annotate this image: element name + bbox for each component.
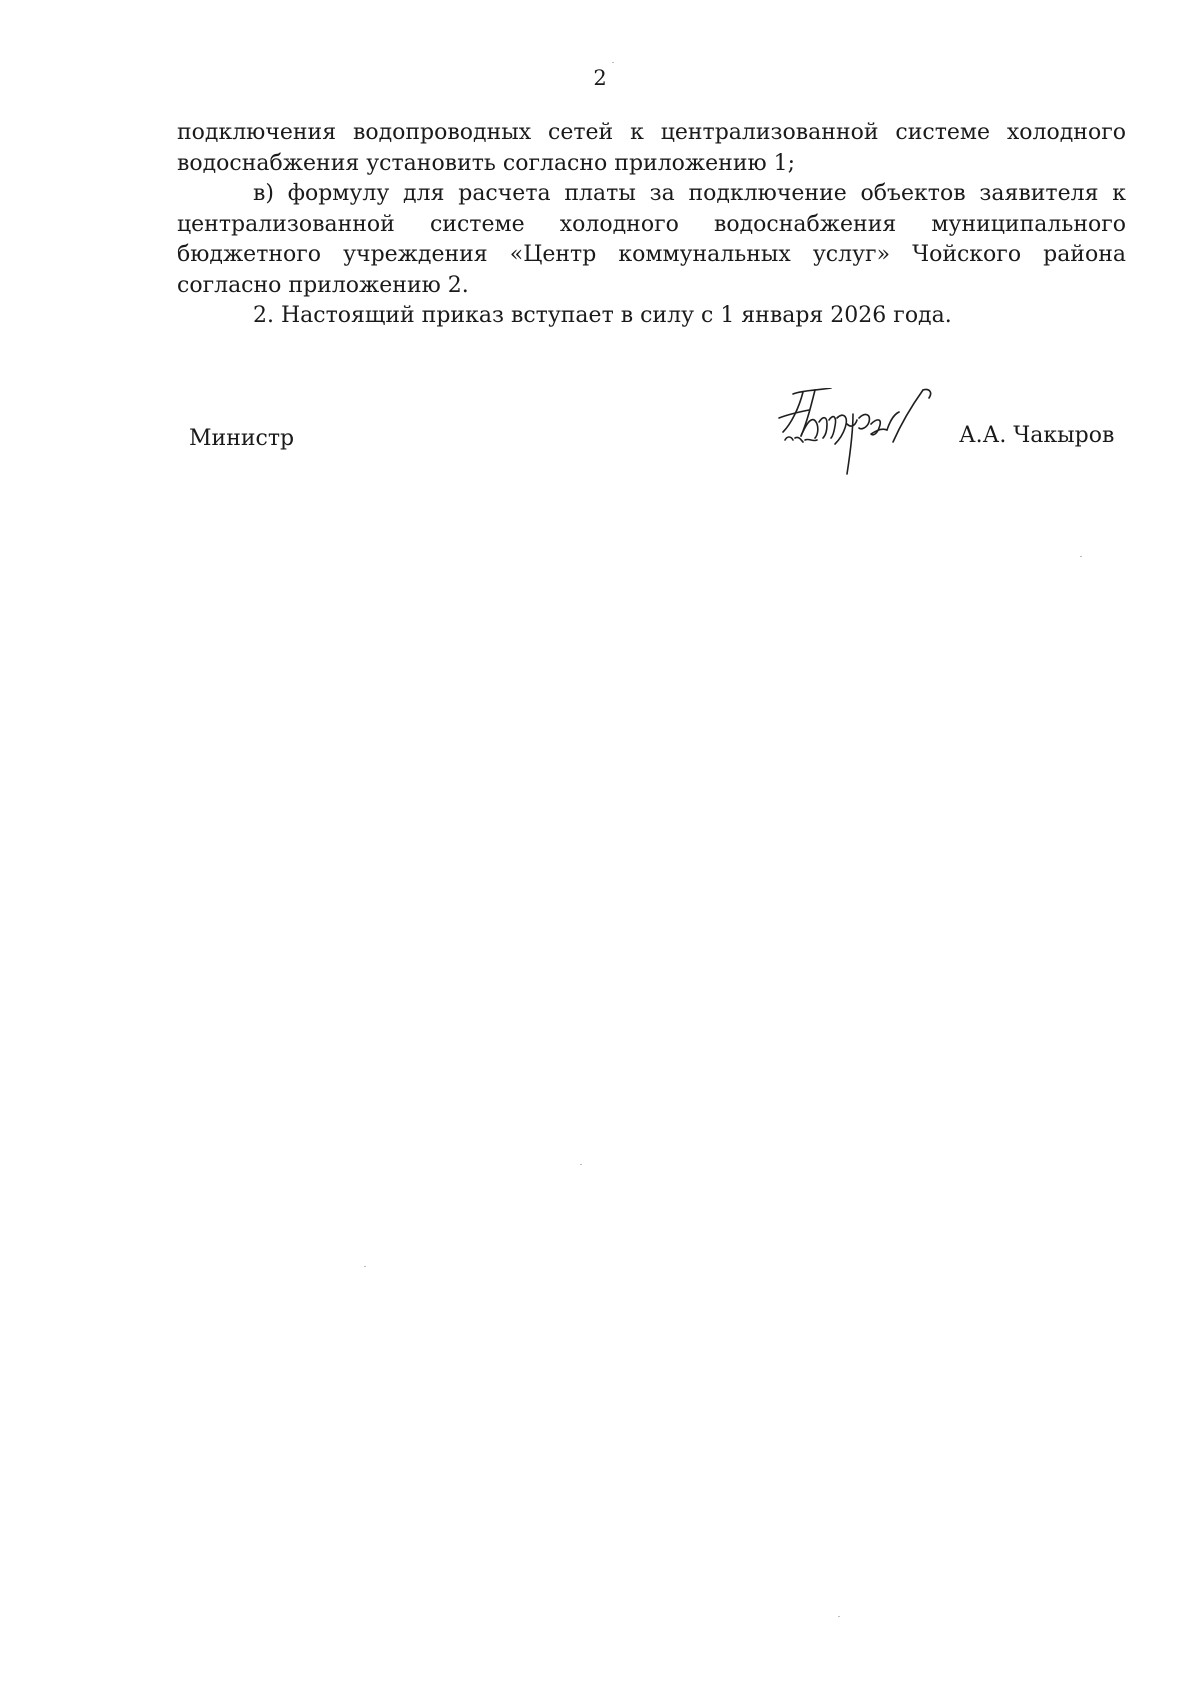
handwritten-signature-icon (773, 388, 943, 498)
signer-title: Министр (189, 426, 295, 451)
scan-speck (580, 1164, 582, 1165)
page-number: 2 (593, 66, 607, 90)
scan-speck (838, 1616, 840, 1617)
paragraph-continuation: подключения водопроводных сетей к централизованной системе холодного водоснабжения установить согласно приложению 1; (177, 120, 1126, 176)
scan-speck (612, 62, 614, 63)
document-body (177, 118, 1126, 332)
scan-speck (1080, 556, 1082, 557)
paragraph-effective-date: 2. Настоящий приказ вступает в силу с 1 января 2026 года. (253, 303, 952, 328)
signature-block (177, 388, 1126, 508)
signer-name: А.А. Чакыров (959, 423, 1115, 448)
paragraph-item-v: в) формулу для расчета платы за подключение объектов заявителя к централизованной системе холодного водоснабжения муниципального бюджетного учреждения «Центр коммунальных услуг» Чойского района согласно приложению 2. (177, 181, 1126, 298)
scan-speck (364, 1266, 366, 1267)
